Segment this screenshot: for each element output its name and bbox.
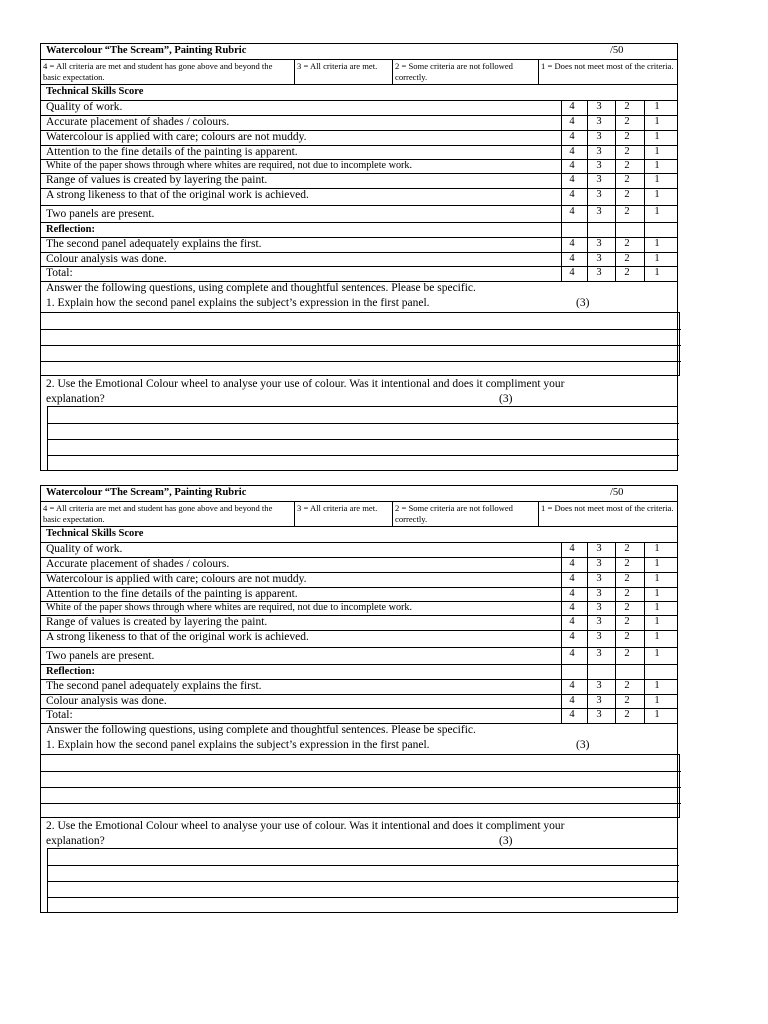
- instructions-text: Answer the following questions, using complete and thoughtful sentences. Please be specific.: [46, 282, 476, 294]
- criteria-level-3: 3 = All criteria are met.: [297, 503, 378, 513]
- score-option-4[interactable]: 4: [569, 174, 575, 185]
- score-option-2[interactable]: 2: [624, 116, 630, 127]
- rubric-title: Watercolour “The Scream”, Painting Rubric: [46, 487, 247, 498]
- answer-box-2[interactable]: [47, 406, 678, 471]
- score-column-divider: [644, 542, 645, 723]
- technical-criterion: Watercolour is applied with care; colours are not muddy.: [46, 131, 307, 143]
- answer-line: [41, 329, 681, 330]
- score-option-1[interactable]: 1: [654, 695, 660, 706]
- question-2-line-1: 2. Use the Emotional Colour wheel to analyse your use of colour. Was it intentional and does it compliment your: [46, 378, 565, 390]
- row-line: [40, 266, 678, 267]
- score-option-1[interactable]: 1: [654, 101, 660, 112]
- score-option-2[interactable]: 2: [624, 146, 630, 157]
- question-2-marks: (3): [499, 393, 513, 405]
- reflection-criterion: The second panel adequately explains the first.: [46, 238, 262, 250]
- score-option-4[interactable]: 4: [569, 146, 575, 157]
- score-option-1[interactable]: 1: [654, 631, 660, 642]
- score-option-1[interactable]: 1: [654, 131, 660, 142]
- rubric-2: [40, 485, 678, 913]
- score-option-4[interactable]: 4: [569, 189, 575, 200]
- score-column-divider: [615, 100, 616, 281]
- score-option-4[interactable]: 4: [569, 602, 575, 613]
- score-option-3[interactable]: 3: [596, 573, 602, 584]
- score-option-4[interactable]: 4: [569, 588, 575, 599]
- score-option-3[interactable]: 3: [596, 616, 602, 627]
- question-2-marks: (3): [499, 835, 513, 847]
- score-option-2[interactable]: 2: [624, 709, 630, 720]
- reflection-criterion: The second panel adequately explains the first.: [46, 680, 262, 692]
- score-option-1[interactable]: 1: [654, 543, 660, 554]
- score-option-3[interactable]: 3: [596, 253, 602, 264]
- technical-criterion: A strong likeness to that of the original work is achieved.: [46, 189, 309, 201]
- criteria-level-1: 1 = Does not meet most of the criteria.: [541, 61, 674, 71]
- total-marks: /50: [610, 45, 624, 56]
- score-option-3[interactable]: 3: [596, 146, 602, 157]
- technical-criterion: Two panels are present.: [46, 650, 155, 662]
- score-option-3[interactable]: 3: [596, 267, 602, 278]
- score-option-2[interactable]: 2: [624, 543, 630, 554]
- question-1: 1. Explain how the second panel explains the subject’s expression in the first panel.: [46, 739, 430, 751]
- technical-criterion: Accurate placement of shades / colours.: [46, 558, 230, 570]
- criteria-divider: [392, 59, 393, 84]
- score-option-1[interactable]: 1: [654, 174, 660, 185]
- score-option-4[interactable]: 4: [569, 648, 575, 659]
- score-option-1[interactable]: 1: [654, 573, 660, 584]
- score-option-4[interactable]: 4: [569, 267, 575, 278]
- technical-criterion: Quality of work.: [46, 543, 123, 555]
- score-option-2[interactable]: 2: [624, 267, 630, 278]
- score-option-3[interactable]: 3: [596, 588, 602, 599]
- score-option-3[interactable]: 3: [596, 160, 602, 171]
- score-option-1[interactable]: 1: [654, 160, 660, 171]
- score-option-1[interactable]: 1: [654, 588, 660, 599]
- score-option-1[interactable]: 1: [654, 709, 660, 720]
- score-option-4[interactable]: 4: [569, 253, 575, 264]
- reflection-criterion: Total:: [46, 267, 73, 279]
- score-option-2[interactable]: 2: [624, 206, 630, 217]
- criteria-level-2: 2 = Some criteria are not followed correctly.: [395, 61, 513, 82]
- question-2-line-2: explanation?: [46, 835, 105, 847]
- score-option-4[interactable]: 4: [569, 573, 575, 584]
- score-option-4[interactable]: 4: [569, 543, 575, 554]
- score-column-divider: [561, 100, 562, 281]
- score-option-2[interactable]: 2: [624, 238, 630, 249]
- total-marks: /50: [610, 487, 624, 498]
- score-option-4[interactable]: 4: [569, 160, 575, 171]
- technical-criterion: Accurate placement of shades / colours.: [46, 116, 230, 128]
- row-line: [40, 205, 678, 206]
- score-option-1[interactable]: 1: [654, 189, 660, 200]
- question-2-line-2: explanation?: [46, 393, 105, 405]
- technical-criterion: Watercolour is applied with care; colours are not muddy.: [46, 573, 307, 585]
- score-option-3[interactable]: 3: [596, 648, 602, 659]
- answer-box-2[interactable]: [47, 848, 678, 913]
- criteria-bottom: [40, 84, 678, 85]
- score-option-2[interactable]: 2: [624, 588, 630, 599]
- score-column-divider: [644, 100, 645, 281]
- score-option-2[interactable]: 2: [624, 160, 630, 171]
- score-option-1[interactable]: 1: [654, 146, 660, 157]
- score-option-4[interactable]: 4: [569, 131, 575, 142]
- score-column-divider: [561, 542, 562, 723]
- score-option-4[interactable]: 4: [569, 238, 575, 249]
- score-option-2[interactable]: 2: [624, 573, 630, 584]
- answer-line: [41, 771, 681, 772]
- answer-line: [48, 897, 679, 898]
- score-option-3[interactable]: 3: [596, 131, 602, 142]
- technical-skills-heading: Technical Skills Score: [46, 528, 144, 539]
- technical-criterion: A strong likeness to that of the original work is achieved.: [46, 631, 309, 643]
- question-1-marks: (3): [576, 297, 590, 309]
- criteria-level-4: 4 = All criteria are met and student has gone above and beyond the basic expectation.: [43, 503, 273, 524]
- score-option-3[interactable]: 3: [596, 695, 602, 706]
- reflection-heading: Reflection:: [46, 666, 95, 677]
- score-option-4[interactable]: 4: [569, 101, 575, 112]
- instructions-text: Answer the following questions, using complete and thoughtful sentences. Please be specific.: [46, 724, 476, 736]
- score-option-2[interactable]: 2: [624, 253, 630, 264]
- score-option-2[interactable]: 2: [624, 189, 630, 200]
- question-1: 1. Explain how the second panel explains the subject’s expression in the first panel.: [46, 297, 430, 309]
- row-line: [40, 542, 678, 543]
- score-option-4[interactable]: 4: [569, 116, 575, 127]
- answer-line: [41, 803, 681, 804]
- criteria-divider: [294, 59, 295, 84]
- row-line: [40, 222, 678, 223]
- score-option-2[interactable]: 2: [624, 648, 630, 659]
- score-option-1[interactable]: 1: [654, 267, 660, 278]
- score-option-2[interactable]: 2: [624, 680, 630, 691]
- question-1-marks: (3): [576, 739, 590, 751]
- score-option-2[interactable]: 2: [624, 616, 630, 627]
- technical-criterion: Quality of work.: [46, 101, 123, 113]
- answer-line: [48, 865, 679, 866]
- row-line: [40, 647, 678, 648]
- score-option-1[interactable]: 1: [654, 116, 660, 127]
- score-option-2[interactable]: 2: [624, 695, 630, 706]
- score-option-1[interactable]: 1: [654, 253, 660, 264]
- score-option-3[interactable]: 3: [596, 602, 602, 613]
- header-divider: [40, 59, 678, 60]
- score-option-4[interactable]: 4: [569, 616, 575, 627]
- score-option-1[interactable]: 1: [654, 206, 660, 217]
- score-option-4[interactable]: 4: [569, 631, 575, 642]
- score-option-3[interactable]: 3: [596, 631, 602, 642]
- score-option-2[interactable]: 2: [624, 558, 630, 569]
- score-column-divider: [587, 542, 588, 723]
- score-option-4[interactable]: 4: [569, 558, 575, 569]
- criteria-divider: [294, 501, 295, 526]
- score-option-1[interactable]: 1: [654, 616, 660, 627]
- score-option-4[interactable]: 4: [569, 680, 575, 691]
- score-option-1[interactable]: 1: [654, 680, 660, 691]
- criteria-level-2: 2 = Some criteria are not followed correctly.: [395, 503, 513, 524]
- reflection-criterion: Total:: [46, 709, 73, 721]
- criteria-divider: [392, 501, 393, 526]
- score-column-divider: [615, 542, 616, 723]
- score-option-3[interactable]: 3: [596, 189, 602, 200]
- score-option-3[interactable]: 3: [596, 101, 602, 112]
- reflection-criterion: Colour analysis was done.: [46, 695, 167, 707]
- technical-criterion: White of the paper shows through where whites are required, not due to incomplete work.: [46, 602, 413, 613]
- row-line: [40, 100, 678, 101]
- score-option-1[interactable]: 1: [654, 648, 660, 659]
- answer-line: [48, 439, 679, 440]
- score-option-3[interactable]: 3: [596, 543, 602, 554]
- score-option-2[interactable]: 2: [624, 101, 630, 112]
- score-option-2[interactable]: 2: [624, 174, 630, 185]
- criteria-divider: [538, 501, 539, 526]
- criteria-level-1: 1 = Does not meet most of the criteria.: [541, 503, 674, 513]
- technical-criterion: Attention to the fine details of the painting is apparent.: [46, 588, 298, 600]
- technical-skills-heading: Technical Skills Score: [46, 86, 144, 97]
- technical-criterion: Two panels are present.: [46, 208, 155, 220]
- technical-criterion: Range of values is created by layering the paint.: [46, 616, 268, 628]
- score-option-1[interactable]: 1: [654, 602, 660, 613]
- row-line: [40, 664, 678, 665]
- answer-box-1[interactable]: [40, 312, 680, 376]
- answer-line: [48, 423, 679, 424]
- score-option-3[interactable]: 3: [596, 709, 602, 720]
- question-2-line-1: 2. Use the Emotional Colour wheel to analyse your use of colour. Was it intentional and does it compliment your: [46, 820, 565, 832]
- score-option-1[interactable]: 1: [654, 238, 660, 249]
- score-option-1[interactable]: 1: [654, 558, 660, 569]
- technical-criterion: Attention to the fine details of the painting is apparent.: [46, 146, 298, 158]
- technical-criterion: Range of values is created by layering the paint.: [46, 174, 268, 186]
- score-option-3[interactable]: 3: [596, 206, 602, 217]
- score-option-2[interactable]: 2: [624, 631, 630, 642]
- answer-line: [41, 787, 681, 788]
- score-option-4[interactable]: 4: [569, 695, 575, 706]
- score-option-4[interactable]: 4: [569, 709, 575, 720]
- score-option-2[interactable]: 2: [624, 131, 630, 142]
- header-divider: [40, 501, 678, 502]
- score-option-3[interactable]: 3: [596, 174, 602, 185]
- criteria-bottom: [40, 526, 678, 527]
- rubric-title: Watercolour “The Scream”, Painting Rubric: [46, 45, 247, 56]
- answer-line: [41, 361, 681, 362]
- answer-line: [48, 881, 679, 882]
- answer-box-1[interactable]: [40, 754, 680, 818]
- technical-criterion: White of the paper shows through where whites are required, not due to incomplete work.: [46, 160, 413, 171]
- score-option-3[interactable]: 3: [596, 116, 602, 127]
- score-option-2[interactable]: 2: [624, 602, 630, 613]
- answer-line: [48, 455, 679, 456]
- criteria-level-4: 4 = All criteria are met and student has gone above and beyond the basic expectation.: [43, 61, 273, 82]
- score-column-divider: [587, 100, 588, 281]
- score-option-3[interactable]: 3: [596, 238, 602, 249]
- reflection-heading: Reflection:: [46, 224, 95, 235]
- criteria-level-3: 3 = All criteria are met.: [297, 61, 378, 71]
- row-line: [40, 708, 678, 709]
- criteria-divider: [538, 59, 539, 84]
- answer-line: [41, 345, 681, 346]
- score-option-4[interactable]: 4: [569, 206, 575, 217]
- score-option-3[interactable]: 3: [596, 680, 602, 691]
- reflection-criterion: Colour analysis was done.: [46, 253, 167, 265]
- score-option-3[interactable]: 3: [596, 558, 602, 569]
- rubric-1: [40, 43, 678, 471]
